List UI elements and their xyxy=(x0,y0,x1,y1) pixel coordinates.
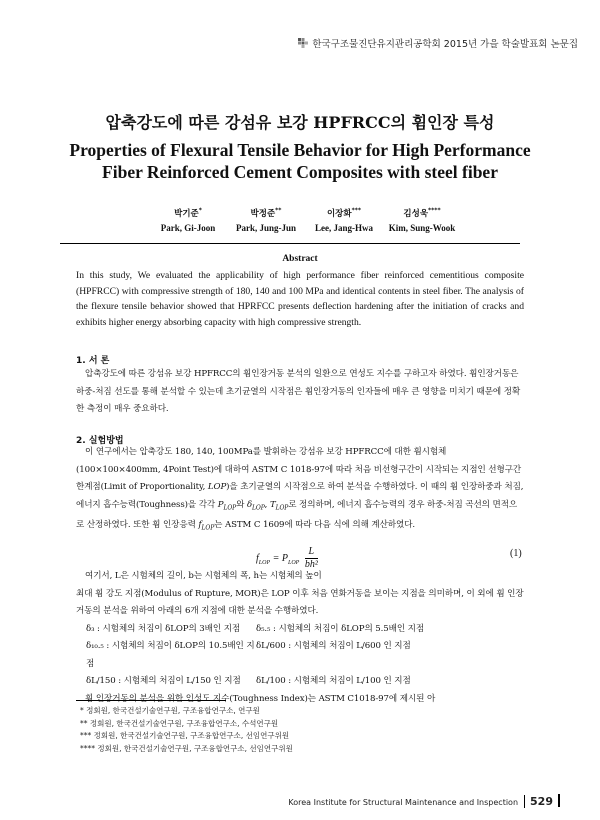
author-name-en: Lee, Jang-Hwa xyxy=(315,222,373,233)
paper-title-korean: 압축강도에 따른 강섬유 보강 HPFRCC의 휨인장 특성 xyxy=(105,113,495,132)
footnotes xyxy=(80,705,293,755)
section-2-paragraph-4: 휨 인장거동의 분석을 위한 인성도 지수(Toughness Index)는 ASTM C1018-97에 제시된 아 xyxy=(85,693,436,704)
equation-1: $f_{LOP} = P_{LOP}$ $\frac{L}{\text{bh²}}$ xyxy=(256,546,318,570)
author-mark: **** xyxy=(428,207,441,214)
footnote-divider xyxy=(76,700,226,701)
page-footer xyxy=(288,794,560,808)
abstract-heading: Abstract xyxy=(282,254,318,264)
equation-numerator: L xyxy=(305,546,318,559)
section-2-body xyxy=(76,444,524,537)
author-4 xyxy=(367,204,477,235)
author-name-en: Park, Jung-Jun xyxy=(235,222,297,233)
author-name-ko: 김성욱 xyxy=(403,208,429,219)
author-name-ko: 이장화 xyxy=(326,208,352,219)
section-2-body-cont xyxy=(76,568,524,708)
footnote: ** 정회원, 한국건설기술연구원, 구조융합연구소, 수석연구원 xyxy=(80,718,279,728)
section-2-heading: 2. 실험방법 xyxy=(76,436,124,446)
deflection-points-list xyxy=(76,621,524,691)
deflection-point: δL/100 : 시험체의 처짐이 L/100 인 지점 xyxy=(256,676,411,686)
paper-title-english xyxy=(0,139,600,183)
section-2-paragraph-3: 최대 휨 강도 지점(Modulus of Rupture, MOR)은 LOP 이후 처음 연화거동을 보이는 지점을 의미하며, 이 외에 휨 인장거동의 분석을 위하여 아래의 6개 지점에 대한 분석을 수행하였다. xyxy=(76,588,524,616)
section-1-body xyxy=(76,366,524,419)
footnote: *** 정회원, 한국건설기술연구원, 구조융합연구소, 선임연구위원 xyxy=(80,731,290,740)
author-name-ko: 박기준 xyxy=(174,208,199,219)
journal-header xyxy=(298,36,578,50)
title-en-line-2: Fiber Reinforced Cement Composites with steel fiber xyxy=(102,162,498,182)
deflection-point: δ₁₀.₅ : 시험체의 처짐이 δLOP의 10.5배인 지점 xyxy=(86,641,255,669)
author-name-en: Park, Gi-Joon xyxy=(160,222,216,233)
section-2-paragraph-2: 여기서, L은 시험체의 길이, b는 시험체의 폭, h는 시험체의 높이 xyxy=(85,571,322,581)
footer-institute: Korea Institute for Structural Maintenance and Inspection xyxy=(288,798,519,807)
author-name-ko: 박정준 xyxy=(250,208,276,219)
section-1-heading: 1. 서 론 xyxy=(76,356,110,366)
section-1-paragraph: 압축강도에 따른 강섬유 보강 HPFRCC의 휨인장거동 분석의 일환으로 연성도 지수를 구하고자 하였다. 휨인장거동은 하중-처짐 선도를 통해 분석할 수 있는데 초기균열의 시작점은 휨인장거동의 인자들에 매우 큰 영향을 미치기 때문에 정확한 측정이 매우 중요하다. xyxy=(76,369,521,414)
author-name-en: Kim, Sung-Wook xyxy=(388,222,456,233)
footer-bar xyxy=(558,794,560,807)
author-mark: ** xyxy=(275,207,282,214)
author-mark: *** xyxy=(351,207,362,214)
page-number: 529 xyxy=(524,795,553,808)
equation-denominator: bh² xyxy=(304,559,318,570)
journal-title: 한국구조물진단유지관리공학회 2015년 가을 학술발표회 논문집 xyxy=(312,39,578,50)
deflection-point: δ₅.₅ : 시험체의 처짐이 δLOP의 5.5배인 지점 xyxy=(256,623,425,634)
author-mark: * xyxy=(198,207,202,214)
divider xyxy=(60,243,520,244)
title-en-line-1: Properties of Flexural Tensile Behavior for High Performance xyxy=(69,140,531,160)
footnote: * 정회원, 한국건설기술연구원, 구조융합연구소, 연구원 xyxy=(80,706,260,715)
equation-number: (1) xyxy=(510,548,522,559)
abstract-text: In this study, We evaluated the applicability of high performance fiber reinforced cementitious composite (HPFRCC) with compressive strength of 180, 140 and 100 MPa and identical contents in steel fiber. The analysis of the flexure tensile behavior showed that HPRFCC presents deflection hardening after the initiation of cracks and exhibits higher energy absorbing capacity with high compressive strength. xyxy=(76,270,524,328)
journal-logo-icon xyxy=(298,38,308,48)
footnote: **** 정회원, 한국건설기술연구원, 구조융합연구소, 선임연구위원 xyxy=(80,743,293,753)
deflection-point: δL/150 : 시험체의 처짐이 L/150 인 지점 xyxy=(86,676,241,686)
deflection-point: δL/600 : 시험체의 처짐이 L/600 인 지점 xyxy=(256,641,411,651)
section-2-paragraph-1: 이 연구에서는 압축강도 180, 140, 100MPa를 발휘하는 강섬유 보강 HPFRCC에 대한 휨시험체(100×100×400mm, 4Point Test)에 대하여 ASTM C 1018-97에 따라 처음 비선형구간이 시작되는 지점인 선형구간 한계점(Limit of Proportionality, LOP)을 초기균열의 시작점으로 하여 분석을 수행하였다. 이 때의 휨 인장하중과 처짐, 에너지 흡수능력(Toughness)을 각각 $P_{LOP}$와 $\delta_{LOP}$, $T_{LOP}$로 정의하며, 에너지 흡수능력의 경우 하중-처짐 곡선의 면적으로 산정하였다. 또한 휨 인장응력 $f_{LOP}$는 ASTM C 1609에 따라 다음 식에 의해 계산하였다. xyxy=(76,447,524,532)
deflection-point: δ₃ : 시험체의 처짐이 δLOP의 3배인 지점 xyxy=(86,623,241,634)
